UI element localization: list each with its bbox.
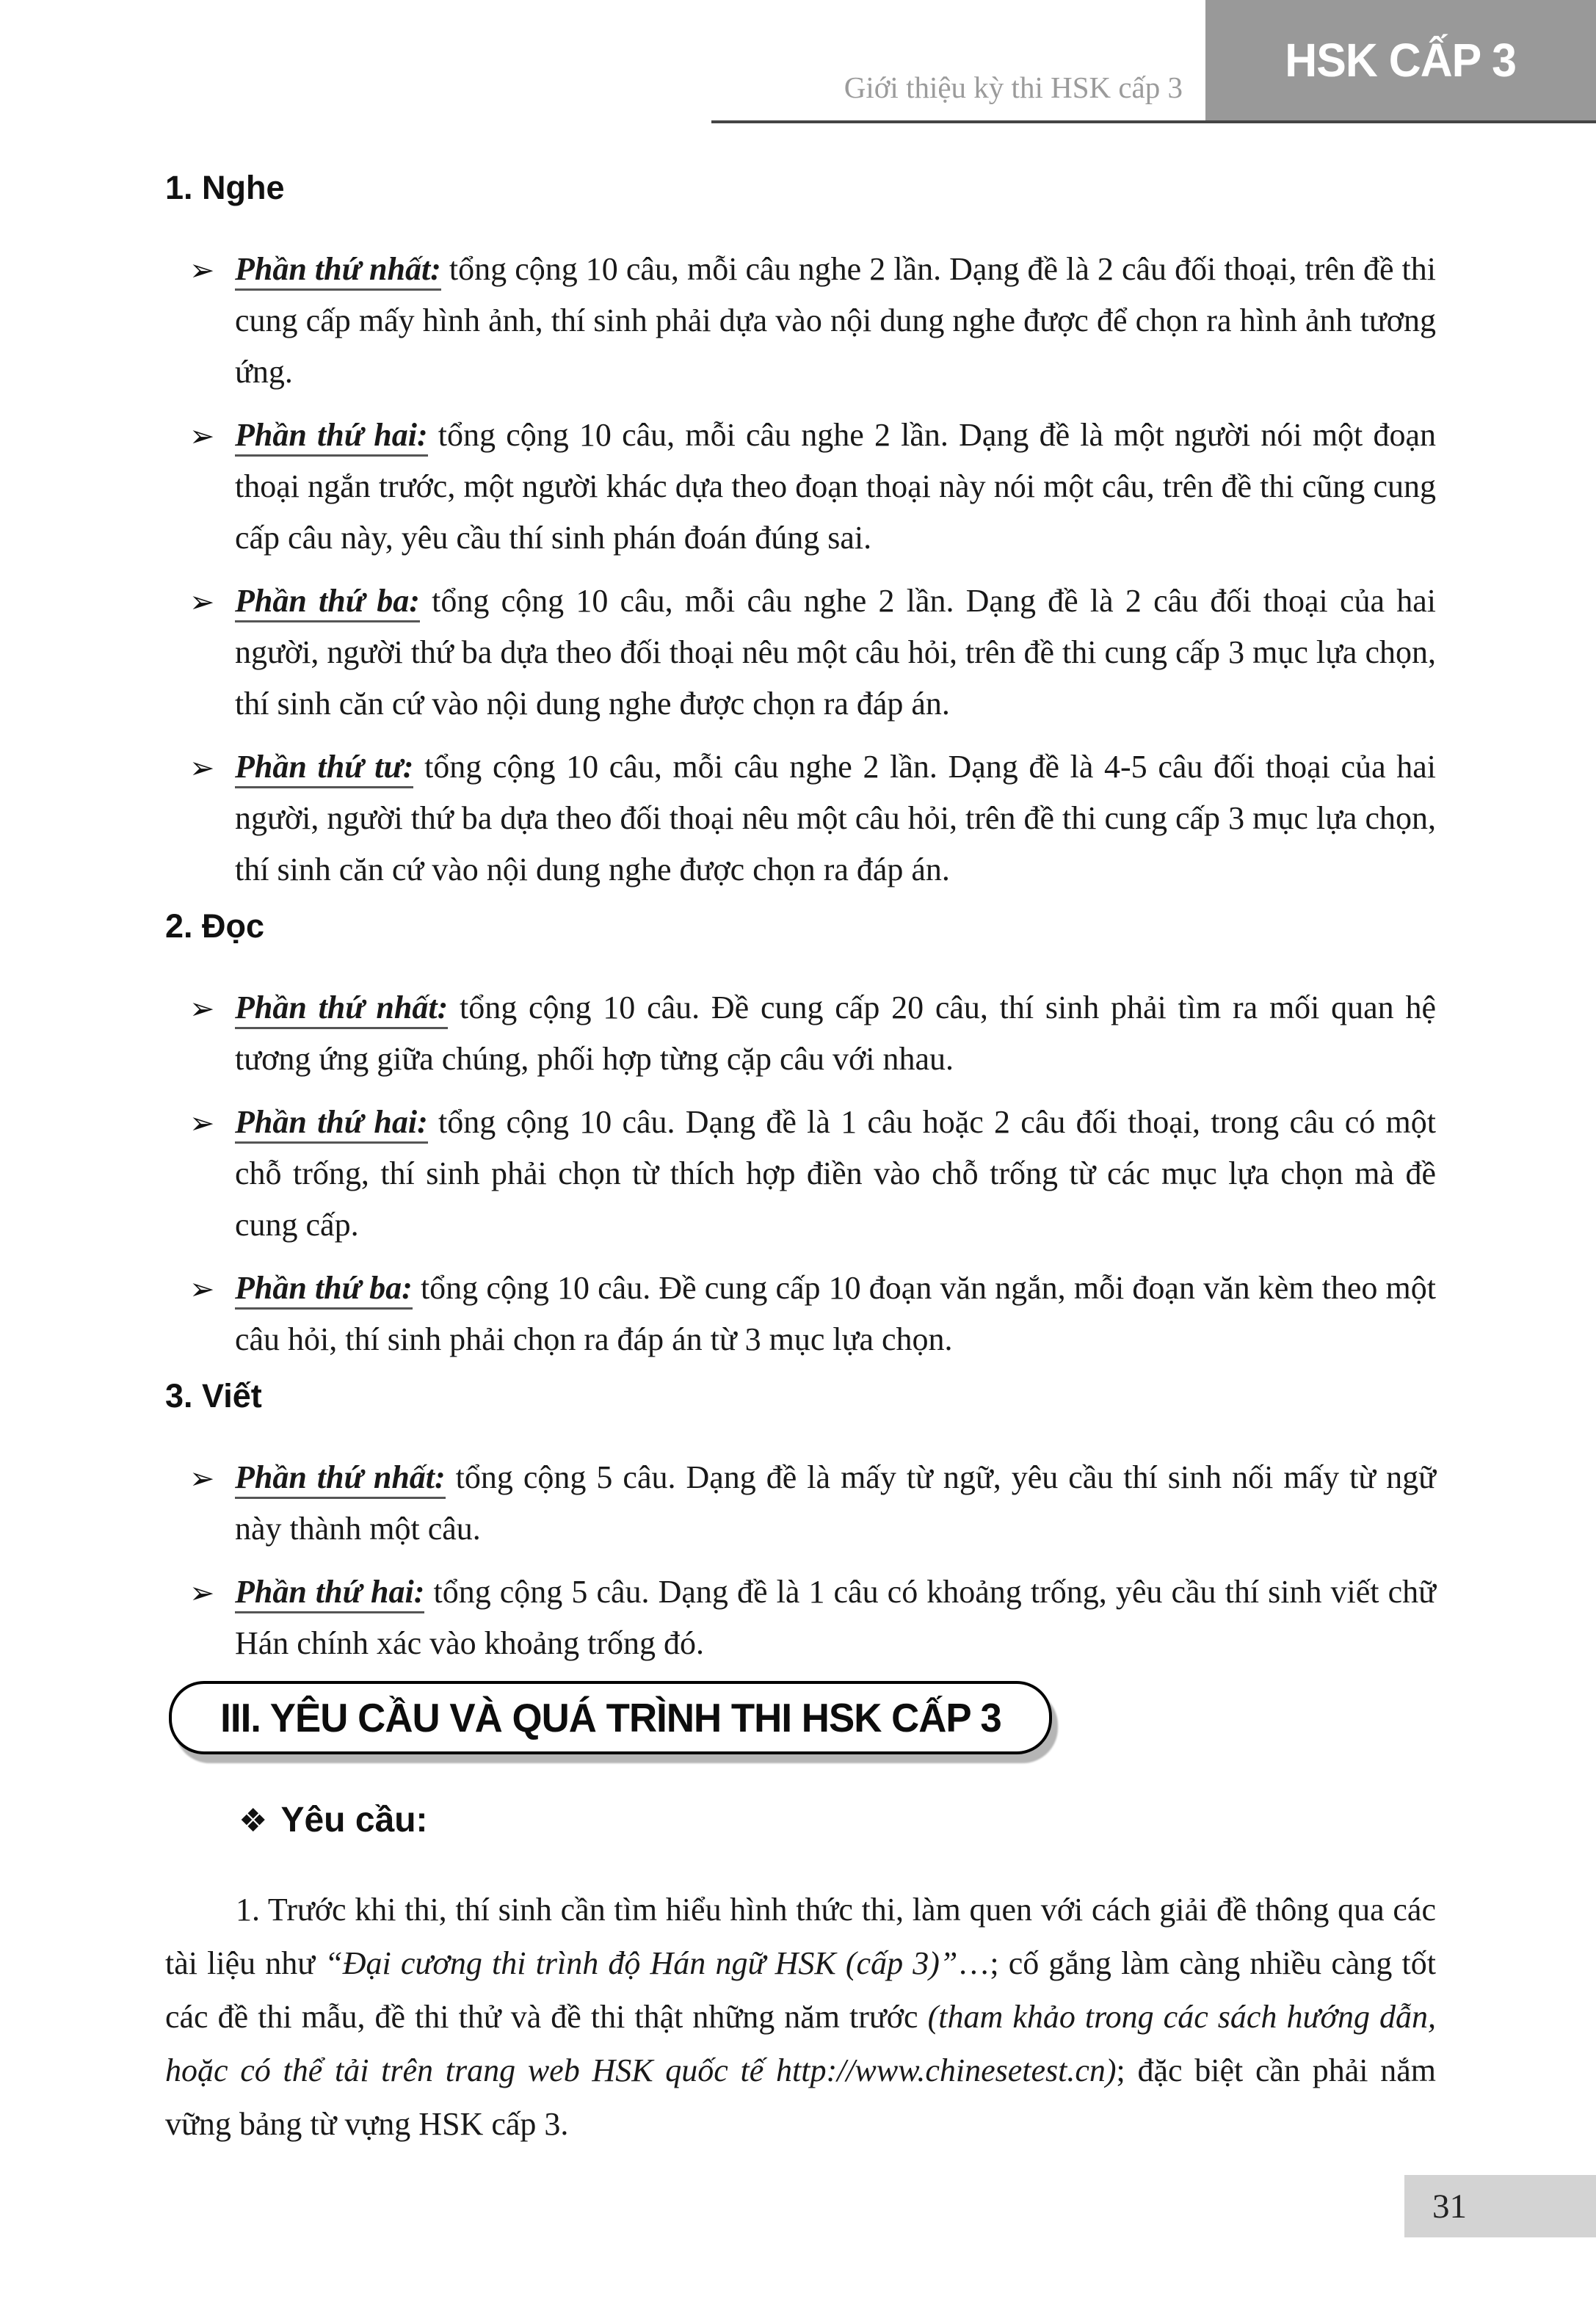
- bullet-arrow-icon: ➢: [189, 418, 215, 454]
- bullet-arrow-icon: ➢: [189, 1105, 215, 1141]
- bullet-item: [189, 1566, 1436, 1669]
- bullet-text: tổng cộng 10 câu. Dạng đề là 1 câu hoặc 2 câu đối thoại, trong câu có một chỗ trống, thí sinh phải chọn từ thích hợp điền vào chỗ trống từ các mục lựa chọn mà đề cung cấp.: [235, 1104, 1436, 1243]
- section-heading: 2. Đọc: [165, 907, 265, 945]
- requirements-subheading: [239, 1800, 1436, 1842]
- bullet-arrow-icon: ➢: [189, 991, 215, 1026]
- bullet-text: tổng cộng 5 câu. Dạng đề là 1 câu có khoảng trống, yêu cầu thí sinh viết chữ Hán chính xác vào khoảng trống đó.: [235, 1574, 1436, 1661]
- bullet-arrow-icon: ➢: [189, 750, 215, 785]
- section: [165, 907, 1436, 1365]
- diamond-icon: ❖: [239, 1802, 268, 1840]
- bullet-arrow-icon: ➢: [189, 1575, 215, 1611]
- header-rule: [711, 120, 1596, 123]
- bullet-text: tổng cộng 10 câu, mỗi câu nghe 2 lần. Dạng đề là 4-5 câu đối thoại của hai người, người thứ ba dựa theo đối thoại nêu một câu hỏi, trên đề thi cung cấp 3 mục lựa chọn, thí sinh căn cứ vào nội dung nghe được chọn ra đáp án.: [235, 749, 1436, 887]
- bullet-label: Phần thứ nhất:: [235, 989, 448, 1029]
- section-heading: 3. Viết: [165, 1377, 262, 1415]
- level-tab: [1205, 0, 1596, 120]
- subheading-label: Yêu cầu:: [280, 1801, 428, 1840]
- bullet-item: [189, 410, 1436, 564]
- bullet-list: [165, 982, 1436, 1365]
- bullet-list: [165, 244, 1436, 896]
- bullet-text: tổng cộng 10 câu. Đề cung cấp 20 câu, thí sinh phải tìm ra mối quan hệ tương ứng giữa chúng, phối hợp từng cặp câu với nhau.: [235, 989, 1436, 1077]
- section-heading: 1. Nghe: [165, 169, 285, 206]
- banner: [169, 1681, 1052, 1754]
- bullet-arrow-icon: ➢: [189, 584, 215, 620]
- requirements-paragraph: 1. Trước khi thi, thí sinh cần tìm hiểu hình thức thi, làm quen với cách giải đề thông qua các tài liệu như “Đại cương thi trình độ Hán ngữ HSK (cấp 3)”…; cố gắng làm càng nhiều càng tốt các đề thi mẫu, đề thi thử và đề thi thật những năm trước (tham khảo trong các sách hướng dẫn, hoặc có thể tải trên trang web HSK quốc tế http://www.chinesetest.cn); đặc biệt cần phải nắm vững bảng từ vựng HSK cấp 3.: [165, 1892, 1437, 2142]
- bullet-label: Phần thứ ba:: [235, 1270, 413, 1310]
- content: [165, 169, 1436, 2151]
- bullet-item: [189, 982, 1436, 1085]
- bullet-text: tổng cộng 10 câu, mỗi câu nghe 2 lần. Dạng đề là 2 câu đối thoại, trên đề thi cung cấp mấy hình ảnh, thí sinh phải dựa vào nội dung nghe được để chọn ra hình ảnh tương ứng.: [235, 251, 1436, 390]
- bullet-label: Phần thứ hai:: [235, 1104, 428, 1144]
- bullet-text: tổng cộng 10 câu, mỗi câu nghe 2 lần. Dạng đề là một người nói một đoạn thoại ngắn trước, một người khác dựa theo đoạn thoại này nói một câu, trên đề thi cũng cung cấp câu này, yêu cầu thí sinh phán đoán đúng sai.: [235, 417, 1436, 556]
- section: [165, 1377, 1436, 1669]
- bullet-label: Phần thứ hai:: [235, 417, 428, 457]
- bullet-item: [189, 1097, 1436, 1251]
- level-tab-label: HSK CẤP 3: [1285, 34, 1517, 87]
- bullet-label: Phần thứ nhất:: [235, 251, 441, 291]
- page-number-box: [1404, 2175, 1596, 2237]
- bullet-label: Phần thứ nhất:: [235, 1459, 446, 1499]
- page-number: 31: [1432, 2187, 1467, 2226]
- bullet-list: [165, 1452, 1436, 1669]
- banner-title: III. YÊU CẦU VÀ QUÁ TRÌNH THI HSK CẤP 3: [220, 1695, 1001, 1740]
- bullet-item: [189, 1452, 1436, 1555]
- bullet-label: Phần thứ ba:: [235, 583, 420, 622]
- running-title: Giới thiệu kỳ thi HSK cấp 3: [844, 70, 1183, 104]
- bullet-item: [189, 1263, 1436, 1365]
- bullet-arrow-icon: ➢: [189, 1461, 215, 1496]
- bullet-item: [189, 575, 1437, 730]
- bullet-label: Phần thứ tư:: [235, 749, 413, 788]
- bullet-text: tổng cộng 5 câu. Dạng đề là mấy từ ngữ, yêu cầu thí sinh nối mấy từ ngữ này thành một câu.: [235, 1459, 1436, 1547]
- bullet-arrow-icon: ➢: [189, 1271, 215, 1307]
- bullet-item: [189, 741, 1436, 896]
- bullet-item: [189, 244, 1436, 398]
- bullet-arrow-icon: ➢: [189, 253, 215, 288]
- bullet-text: tổng cộng 10 câu, mỗi câu nghe 2 lần. Dạng đề là 2 câu đối thoại của hai người, người thứ ba dựa theo đối thoại nêu một câu hỏi, trên đề thi cung cấp 3 mục lựa chọn, thí sinh căn cứ vào nội dung nghe được chọn ra đáp án.: [235, 583, 1437, 722]
- bullet-label: Phần thứ hai:: [235, 1574, 424, 1613]
- section: [165, 169, 1436, 896]
- bullet-text: tổng cộng 10 câu. Đề cung cấp 10 đoạn văn ngắn, mỗi đoạn văn kèm theo một câu hỏi, thí sinh phải chọn ra đáp án từ 3 mục lựa chọn.: [235, 1270, 1436, 1357]
